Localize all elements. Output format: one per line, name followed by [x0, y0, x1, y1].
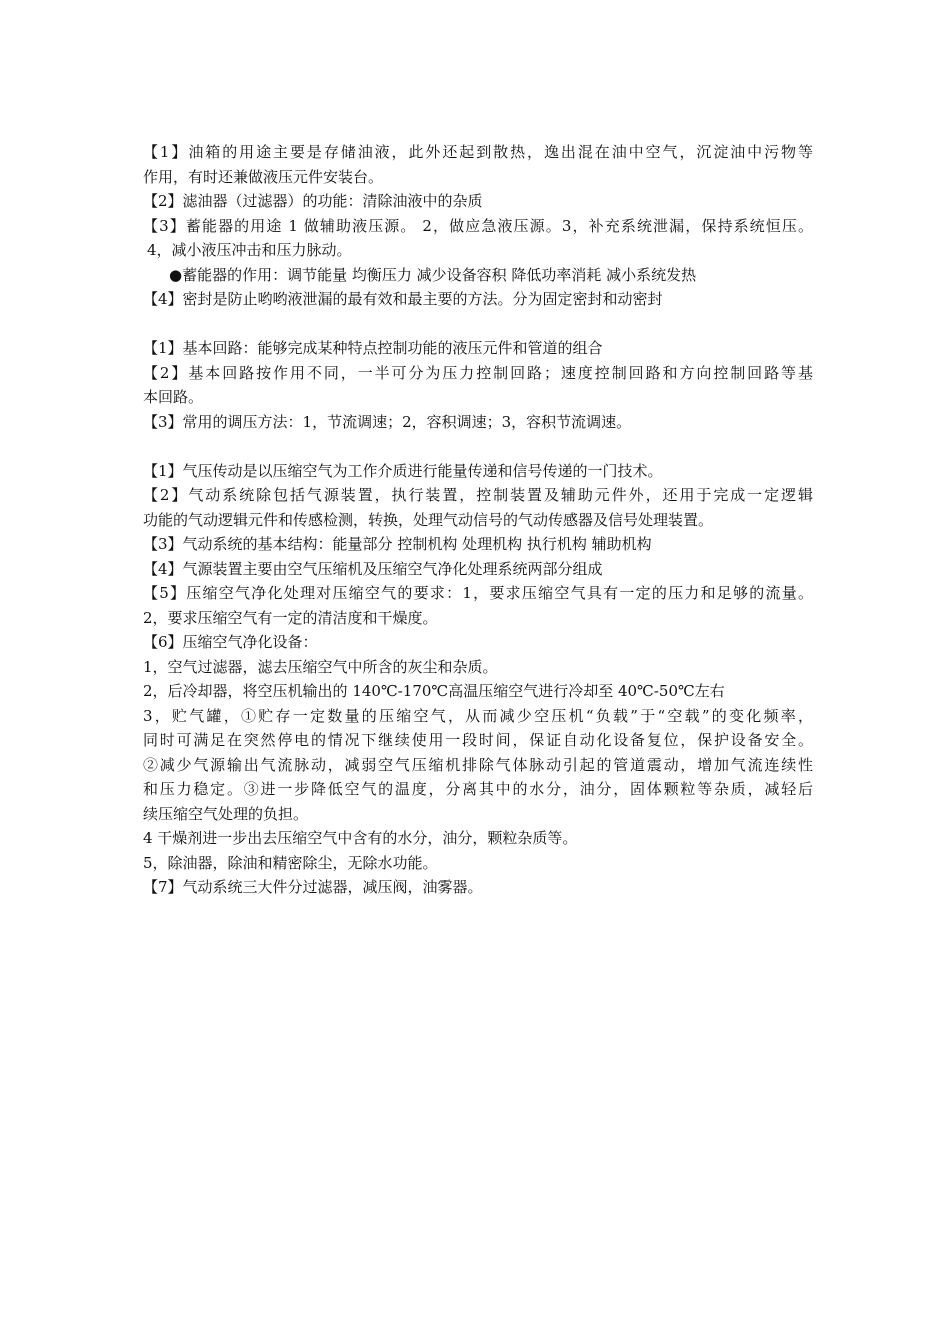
paragraph-line: 和压力稳定。③进一步降低空气的温度，分离其中的水分，油分，固体颗粒等杂质，减轻后 [143, 780, 813, 798]
paragraph-line: 【7】气动系统三大件分过滤器，减压阀，油雾器。 [143, 878, 483, 896]
paragraph-line: 功能的气动逻辑元件和传感检测，转换，处理气动信号的气动传感器及信号处理装置。 [143, 510, 714, 529]
paragraph-line: 【2】滤油器（过滤器）的功能：清除油液中的杂质 [143, 192, 483, 210]
section-basic-circuits [143, 336, 813, 434]
paragraph-line: 同时可满足在突然停电的情况下继续使用一段时间，保证自动化设备复位，保护设备安全。 [143, 731, 813, 749]
paragraph-line: 4，减小液压冲击和压力脉动。 [147, 241, 352, 259]
paragraph-line: 【3】蓄能器的用途 1 做辅助液压源。 2，做应急液压源。3，补充系统泄漏，保持系统恒压。 [143, 216, 813, 235]
paragraph-line: 本回路。 [143, 388, 204, 406]
paragraph-line: ②减少气源输出气流脉动，减弱空气压缩机排除气体脉动引起的管道震动，增加气流连续性 [143, 755, 813, 774]
document-page [143, 140, 813, 900]
paragraph-line: 【5】压缩空气净化处理对压缩空气的要求：1，要求压缩空气具有一定的压力和足够的流量。 [143, 584, 813, 602]
paragraph-line: 3，贮气罐，①贮存一定数量的压缩空气，从而减少空压机“负载”于“空载”的变化频率， [143, 706, 813, 725]
paragraph-line: 【1】基本回路：能够完成某种特点控制功能的液压元件和管道的组合 [143, 339, 603, 357]
paragraph-line: 续压缩空气处理的负担。 [143, 804, 309, 823]
paragraph-line: 【1】气压传动是以压缩空气为工作介质进行能量传递和信号传递的一门技术。 [143, 461, 663, 480]
paragraph-line: 【3】气动系统的基本结构：能量部分 控制机构 处理机构 执行机构 辅助机构 [143, 535, 652, 553]
paragraph-line: 作用，有时还兼做液压元件安装台。 [143, 167, 384, 186]
section-spacer [143, 434, 813, 459]
paragraph-line: 【6】压缩空气净化设备： [143, 633, 318, 651]
paragraph-line: 5，除油器，除油和精密除尘，无除水功能。 [143, 853, 438, 872]
paragraph-line: 【1】油箱的用途主要是存储油液，此外还起到散热，逸出混在油中空气，沉淀油中污物等 [143, 143, 813, 161]
paragraph-line: 1，空气过滤器，滤去压缩空气中所含的灰尘和杂质。 [143, 657, 498, 676]
paragraph-line: 4 干燥剂进一步出去压缩空气中含有的水分，油分，颗粒杂质等。 [143, 829, 578, 847]
paragraph-line: 【2】基本回路按作用不同，一半可分为压力控制回路；速度控制回路和方向控制回路等基 [143, 363, 813, 382]
paragraph-line: 【2】气动系统除包括气源装置，执行装置，控制装置及辅助元件外，还用于完成一定逻辑 [143, 486, 813, 504]
paragraph-line: 2，要求压缩空气有一定的清洁度和干燥度。 [143, 608, 438, 627]
paragraph-line: 【4】气源装置主要由空气压缩机及压缩空气净化处理系统两部分组成 [143, 559, 603, 578]
paragraph-line: 【4】密封是防止哟哟液泄漏的最有效和最主要的方法。分为固定密封和动密封 [143, 290, 663, 308]
section-pneumatic-systems [143, 459, 813, 900]
paragraph-line: 2，后冷却器，将空压机输出的 140℃-170℃高温压缩空气进行冷却至 40℃-50℃左右 [143, 682, 725, 700]
paragraph-line: 【3】常用的调压方法：1，节流调速；2，容积调速；3，容积节流调速。 [143, 412, 632, 431]
section-hydraulic-components [143, 140, 813, 312]
section-spacer [143, 312, 813, 337]
bullet-line: ●蓄能器的作用：调节能量 均衡压力 减少设备容积 降低功率消耗 减小系统发热 [169, 265, 697, 284]
